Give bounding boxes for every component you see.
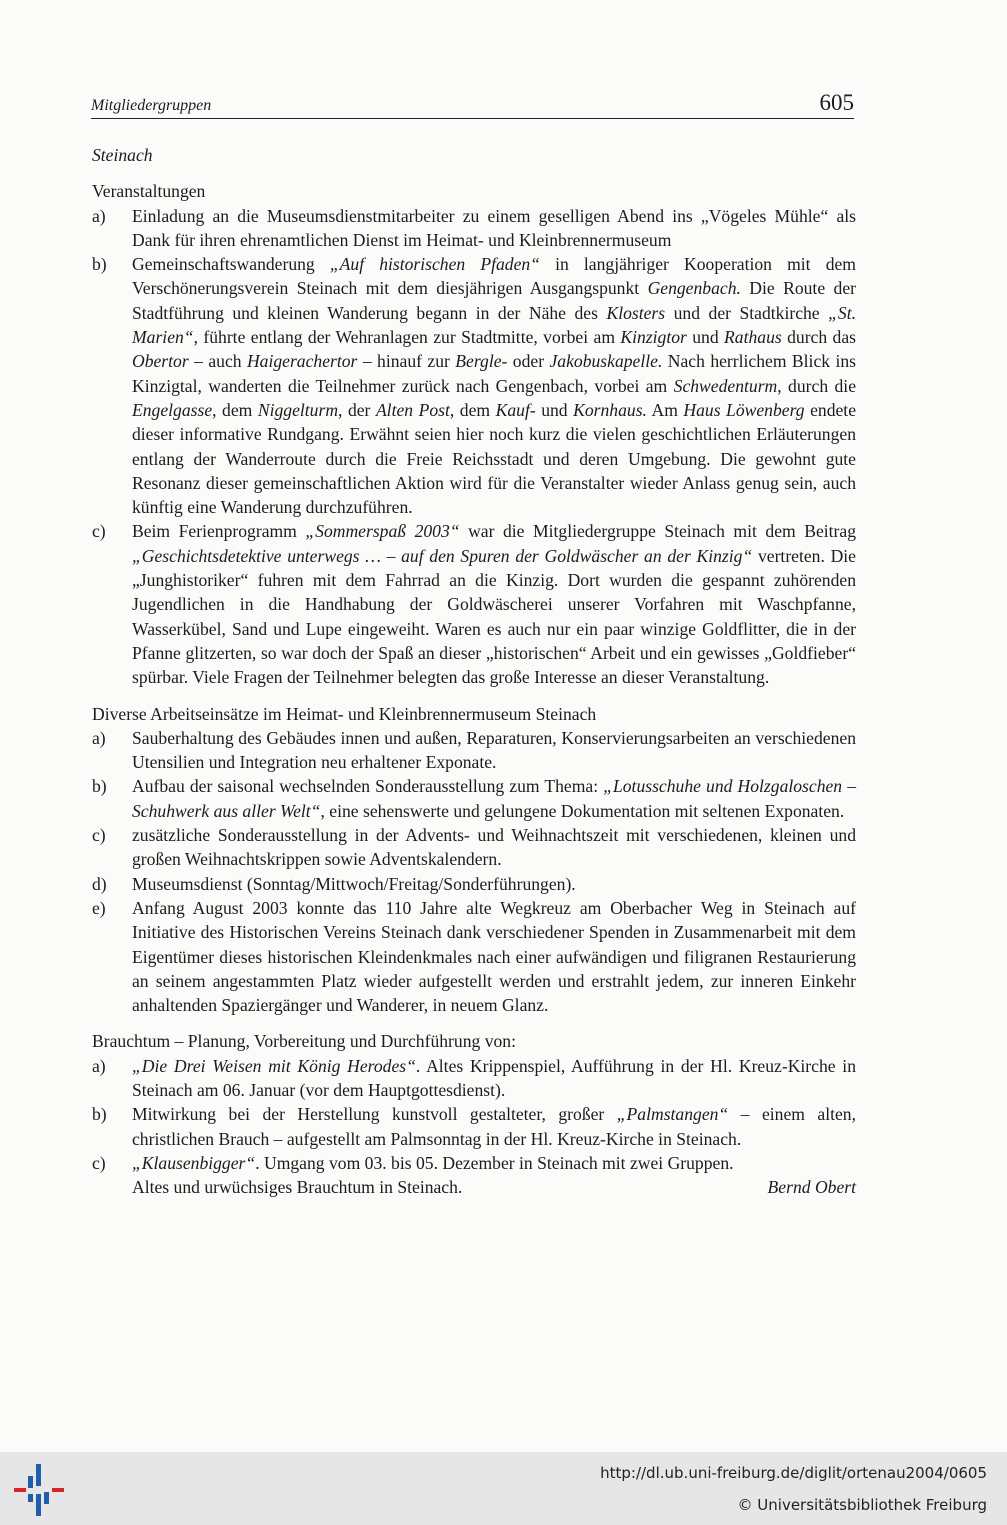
emphasis-text: „Klausenbigger“ (132, 1152, 256, 1173)
item-text: , durch die (777, 375, 857, 396)
list-marker: e) (92, 897, 106, 918)
emphasis-text: „Sommerspaß 2003“ (305, 521, 460, 542)
emphasis-text: Engelgasse (132, 399, 213, 420)
item-text: . Umgang vom 03. bis 05. Dezember in Steinach mit zwei Gruppen. (255, 1152, 734, 1173)
article-body (92, 143, 856, 1199)
emphasis-text: Obertor (132, 351, 189, 372)
list-marker: d) (92, 873, 107, 894)
group-heading: Veranstaltungen (92, 181, 206, 202)
emphasis-text: „Die Drei Weisen mit König Herodes“ (132, 1055, 416, 1076)
list-item (92, 872, 856, 896)
group-heading: Brauchtum – Planung, Vorbereitung und Durchführung von: (92, 1031, 516, 1052)
list-item (92, 774, 856, 823)
item-text: Gemeinschaftswanderung (132, 254, 330, 275)
article-subtitle: Steinach (92, 145, 153, 165)
item-text: Einladung an die Museumsdienstmitarbeiter zu einem geselligen Abend ins „Vögeles Mühle“ als Dank für ihren ehrenamtlichen Dienst im Heimat- und Kleinbrennermuseum (132, 205, 856, 250)
list-marker: a) (92, 727, 106, 748)
item-text: Sauberhaltung des Gebäudes innen und außen, Reparaturen, Konservierungsarbeiten an verschiedenen Utensilien und Integration neu erhaltener Exponate. (132, 727, 856, 773)
list-item (92, 1054, 856, 1103)
list-marker: c) (92, 825, 106, 846)
list-item (92, 204, 856, 253)
group-spacer (92, 1017, 856, 1029)
list-marker: c) (92, 1152, 106, 1173)
item-text: zusätzliche Sonderausstellung in der Advents- und Weihnachtszeit mit verschiedenen, kleinen und großen Weihnachtskrippen sowie Adventskalendern. (132, 825, 856, 870)
footer-bar (0, 1452, 1007, 1525)
emphasis-text: Schwedenturm (673, 375, 778, 396)
item-text: , dem (449, 399, 496, 420)
item-text: vertreten. Die „Junghistoriker“ fuhren mit dem Fahrrad an die Kinzig. Dort wurden die gespannt zuhörenden Jugendlichen in die Handhabung der Goldwäscherei unserer Vorfahren mit Waschpfanne, Wasserkübel, Sand und Lupe eingeweiht. Waren es auch nur ein paar winzige Goldflitter, die in der Pfanne glitzerten, so war doch der Spaß an dieser „historischen“ Arbeit und ein gewisses „Goldfieber“ spürbar. Viele Fragen der Teilnehmer belegten das große Interesse an dieser Veranstaltung. (132, 545, 856, 688)
item-text: . Altes Krippenspiel, Aufführung in der Hl. Kreuz-Kirche in Steinach am 06. Januar (vor dem Hauptgottesdienst). (132, 1055, 856, 1100)
item-text: in langjähriger Kooperation mit dem Verschönerungsverein Steinach mit dem diesjährigen Ausgangspunkt (132, 254, 856, 299)
item-text: Am (646, 399, 684, 420)
item-text: – hinauf zur (357, 351, 456, 372)
list-marker: b) (92, 776, 107, 797)
copyright-notice: © Universitätsbibliothek Freiburg (737, 1496, 987, 1514)
emphasis-text: „Auf historischen Pfaden“ (329, 254, 540, 275)
group-spacer (92, 690, 856, 702)
emphasis-text: „St. Marien“ (132, 302, 856, 348)
list-item (92, 1151, 856, 1175)
list-marker: b) (92, 254, 107, 275)
page-number: 605 (819, 90, 854, 115)
list-item (92, 1102, 856, 1151)
emphasis-text: Niggelturm (257, 399, 339, 420)
item-text: , dem (212, 399, 258, 420)
emphasis-text: Haigerachertor (246, 351, 358, 372)
emphasis-text: Bergle- (455, 351, 508, 372)
list-item (92, 823, 856, 872)
item-text: Nach herrlichem Blick ins Kinzigtal, wanderten die Teilnehmer zurück nach Gengenbach, vorbei am (132, 351, 856, 396)
item-text: und (686, 327, 725, 348)
emphasis-text: „Geschichtsdetektive unterwegs … – auf den Spuren der Goldwäscher an der Kinzig“ (132, 545, 753, 566)
ub-freiburg-logo-icon (14, 1462, 64, 1518)
group-heading: Diverse Arbeitseinsätze im Heimat- und Kleinbrennermuseum Steinach (92, 703, 597, 724)
emphasis-text: Alten Post (375, 399, 450, 420)
item-text: Beim Ferienprogramm (132, 521, 306, 542)
emphasis-text: Kauf- (495, 399, 536, 420)
item-text: und (535, 399, 574, 420)
item-text: und der Stadtkirche (665, 302, 829, 323)
item-text: Anfang August 2003 konnte das 110 Jahre alte Wegkreuz am Oberbacher Weg in Steinach auf Initiative des Historischen Vereins Steinach dank verschiedener Spenden in Zusammenarbeit mit dem Eigentümer dieses historischen Kleindenkmales nach einer aufwändigen und filigranen Restaurierung an seinem angestammten Platz wieder aufgestellt werden und erstrahlt jedem, zur inneren Einkehr anhaltenden Spaziergänger und Wanderer, in neuem Glanz. (132, 897, 856, 1016)
emphasis-text: „Lotusschuhe und Holzgaloschen – Schuhwerk aus aller Welt“ (132, 776, 856, 821)
emphasis-text: Kinzigtor (620, 327, 687, 348)
list-item (92, 896, 856, 1017)
list-item (92, 726, 856, 775)
item-text: , eine sehenswerte und gelungene Dokumentation mit seltenen Exponaten. (320, 800, 845, 821)
item-text: Museumsdienst (Sonntag/Mittwoch/Freitag/Sonderführungen). (132, 873, 576, 894)
item-text: durch das (781, 327, 857, 348)
item-text: – auch (188, 351, 247, 372)
item-text: Die Route der Stadtführung und kleinen Wanderung begann in der Nähe des (132, 278, 856, 323)
section-title: Mitgliedergruppen (91, 97, 212, 114)
emphasis-text: Rathaus (724, 327, 782, 348)
list-marker: b) (92, 1104, 107, 1125)
closing-line (92, 1175, 856, 1199)
item-text: , führte entlang der Wehranlagen zur Stadtmitte, vorbei am (193, 327, 621, 348)
permalink-url[interactable]: http://dl.ub.uni-freiburg.de/diglit/ortenau2004/0605 (600, 1464, 987, 1482)
running-head (91, 86, 854, 119)
emphasis-text: Kornhaus. (573, 399, 647, 420)
item-text: Mitwirkung bei der Herstellung kunstvoll gestalteter, großer (132, 1104, 617, 1125)
emphasis-text: Jakobuskapelle. (549, 351, 663, 372)
closing-text: Altes und urwüchsiges Brauchtum in Steinach. (132, 1177, 463, 1198)
list-marker: c) (92, 521, 106, 542)
item-text: war die Mitgliedergruppe Steinach mit dem Beitrag (459, 521, 856, 542)
list-marker: a) (92, 205, 106, 226)
item-text: , der (338, 399, 376, 420)
item-text: endete dieser informative Rundgang. Erwähnt seien hier noch kurz die vielen geschichtlichen Erläuterungen entlang der Wanderroute durch die Freie Reichsstadt und deren Umgebung. Die gewohnt gute Resonanz dieser gemeinschaftlichen Aktion wird für die Veranstalter wieder Anlass genug sein, auch künftig eine Wanderung durchzuführen. (132, 399, 857, 518)
list-item (92, 252, 856, 519)
list-marker: a) (92, 1055, 106, 1076)
item-text: oder (507, 351, 550, 372)
item-text: – einem alten, christlichen Brauch – aufgestellt am Palmsonntag in der Hl. Kreuz-Kirche in Steinach. (132, 1104, 856, 1149)
emphasis-text: Gengenbach. (647, 278, 741, 299)
item-text: Aufbau der saisonal wechselnden Sonderausstellung zum Thema: (132, 776, 604, 797)
list-item (92, 519, 856, 689)
emphasis-text: Klosters (606, 302, 666, 323)
emphasis-text: „Palmstangen“ (616, 1104, 729, 1125)
author-signature: Bernd Obert (767, 1177, 856, 1198)
emphasis-text: Haus Löwenberg (683, 399, 805, 420)
